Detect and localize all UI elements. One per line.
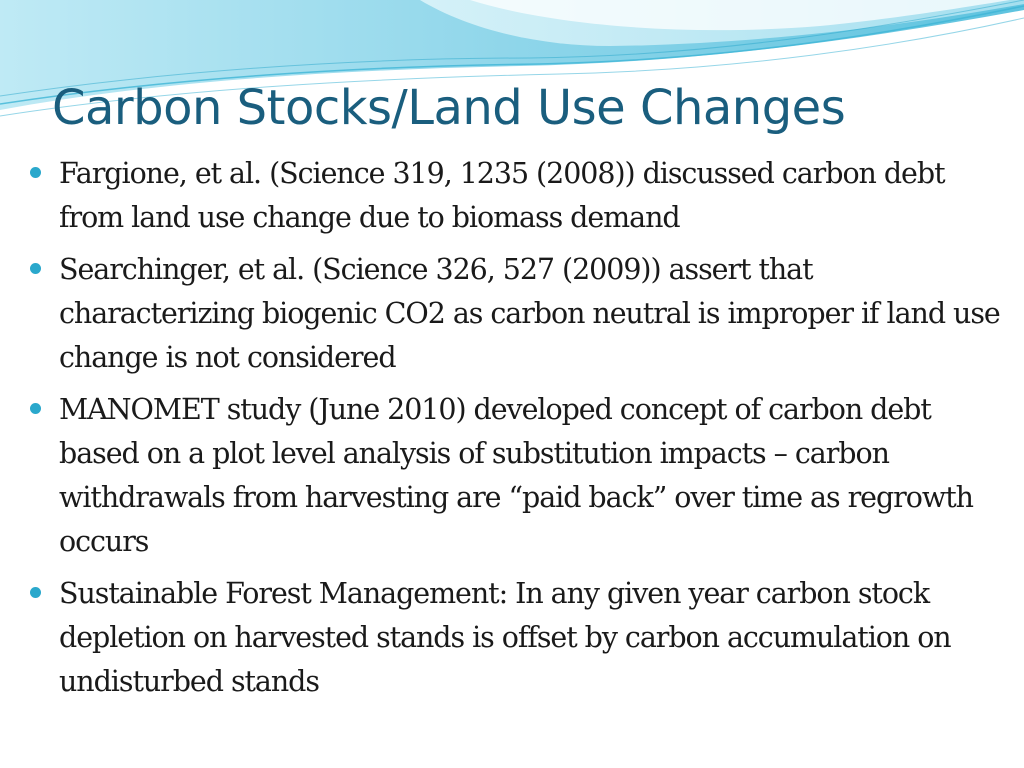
bullet-text: Searchinger, et al. (Science 326, 527 (2009)) assert that characterizing biogenic CO2 as carbon neutral is improper if land use change is not considered <box>59 253 1000 374</box>
bullet-item-fargione <box>30 152 1005 240</box>
bullet-text: Sustainable Forest Management: In any given year carbon stock depletion on harvested stands is offset by carbon accumulation on undisturbed stands <box>59 577 951 698</box>
bullet-dot-icon <box>30 403 41 414</box>
bullet-text: MANOMET study (June 2010) developed concept of carbon debt based on a plot level analysis of substitution impacts – carbon withdrawals from harvesting are “paid back” over time as regrowth occurs <box>59 393 973 558</box>
bullet-dot-icon <box>30 263 41 274</box>
bullet-item-searchinger <box>30 248 1005 380</box>
bullet-dot-icon <box>30 587 41 598</box>
bullet-dot-icon <box>30 167 41 178</box>
slide-title: Carbon Stocks/Land Use Changes <box>52 80 846 136</box>
bullet-item-manomet <box>30 388 1005 564</box>
bullet-list <box>30 152 1005 712</box>
bullet-text: Fargione, et al. (Science 319, 1235 (2008)) discussed carbon debt from land use change due to biomass demand <box>59 157 945 234</box>
bullet-item-sustainable-forest <box>30 572 1005 704</box>
